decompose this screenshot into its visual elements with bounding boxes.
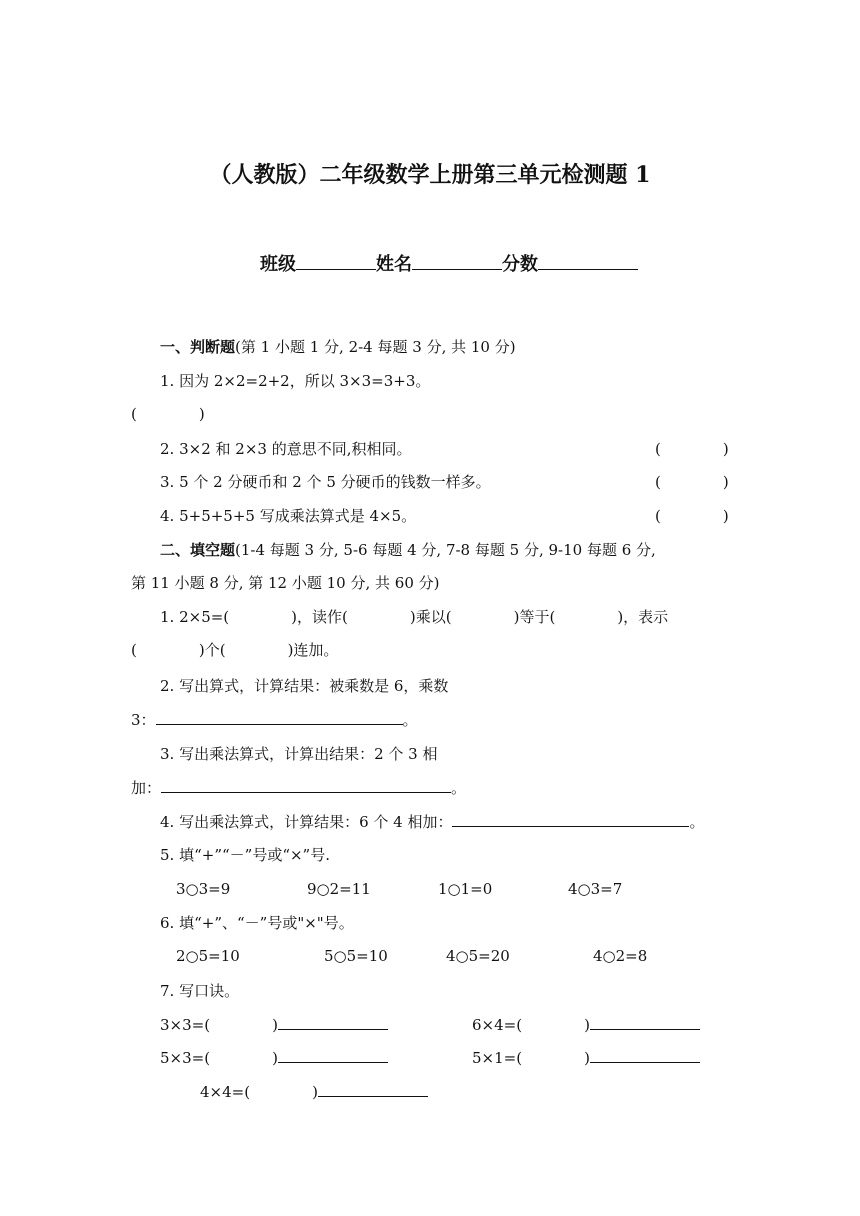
s2-q6-item[interactable]: 4○5=20 (446, 947, 510, 965)
s2-q4-answer-line[interactable] (452, 825, 689, 827)
s1-q3-answer[interactable] (655, 472, 729, 492)
s2-q4-prefix: 4. 写出乘法算式，计算结果：6 个 4 相加： (160, 813, 453, 831)
paren-close: ) (722, 507, 729, 525)
section1-heading: 一、判断题 (160, 338, 236, 356)
s2-q2-suffix: 。 (402, 711, 418, 729)
paren-close: ) (584, 1016, 590, 1034)
s2-q1-part-a: 1. 2×5=( (160, 608, 230, 626)
s2-q3-line1: 3. 写出乘法算式，计算出结果：2 个 3 相 (160, 745, 438, 763)
s2-q7-item (160, 1048, 388, 1068)
s2-q3-suffix: 。 (451, 779, 467, 797)
paren-open: ( (655, 507, 661, 525)
s2-q4-suffix: 。 (689, 813, 705, 831)
s2-q7-expr: 5×1=( (472, 1049, 523, 1067)
s1-q2-answer[interactable] (655, 439, 729, 459)
s2-q5-item[interactable]: 9○2=11 (307, 880, 371, 898)
s1-q3-text: 3. 5 个 2 分硬币和 2 个 5 分硬币的钱数一样多。 (160, 473, 491, 491)
section2-note-line1: (1-4 每题 3 分, 5-6 每题 4 分, 7-8 每题 5 分, 9-10 每题 6 分, (235, 541, 656, 559)
s2-q6-item[interactable]: 4○2=8 (593, 947, 648, 965)
s2-q7-rhyme-line[interactable] (278, 1028, 388, 1030)
section2-note-line2: 第 11 小题 8 分, 第 12 小题 10 分, 共 60 分) (131, 574, 440, 592)
section2-header (160, 540, 656, 560)
s1-q4-answer[interactable] (655, 506, 729, 526)
class-blank[interactable] (296, 268, 376, 270)
s2-q4-line (160, 812, 705, 832)
s2-q5-item[interactable]: 3○3=9 (176, 880, 231, 898)
s2-q5-item[interactable]: 1○1=0 (438, 880, 493, 898)
s2-q1-line2-part-b: )个( (198, 641, 226, 659)
paren-open: ( (655, 473, 661, 491)
s2-q7-item (200, 1082, 428, 1102)
section1-note: (第 1 小题 1 分, 2-4 每题 3 分, 共 10 分) (235, 338, 516, 356)
paren-close: ) (198, 405, 205, 423)
s2-q1-part-c: )乘以( (409, 608, 452, 626)
s2-q3-answer-line[interactable] (161, 791, 451, 793)
s2-q6-item[interactable]: 5○5=10 (324, 947, 388, 965)
s2-q7-item (472, 1015, 700, 1035)
paren-close: ) (272, 1049, 278, 1067)
name-label: 姓名 (376, 254, 412, 275)
s2-q2-line2 (131, 710, 418, 730)
s2-q7-rhyme-line[interactable] (278, 1061, 388, 1063)
section1-header (160, 337, 516, 357)
s2-q1-part-e: )，表示 (617, 608, 669, 626)
s1-q4-text: 4. 5+5+5+5 写成乘法算式是 4×5。 (160, 507, 417, 525)
s2-q7-expr: 3×3=( (160, 1016, 211, 1034)
s1-q2-text: 2. 3×2 和 2×3 的意思不同,积相同。 (160, 440, 412, 458)
s2-q5-text: 5. 填“+”“－”号或“×”号. (160, 846, 330, 864)
s2-q1-line2-part-c: )连加。 (287, 641, 339, 659)
paren-close: ) (584, 1049, 590, 1067)
s2-q1-line2 (131, 640, 338, 660)
s2-q6-text: 6. 填“+”、“－”号或"×"号。 (160, 914, 354, 932)
s2-q2-prefix: 3： (131, 711, 156, 729)
s2-q5-item[interactable]: 4○3=7 (568, 880, 623, 898)
s1-q1-text: 1. 因为 2×2=2+2，所以 3×3=3+3。 (160, 372, 431, 390)
s2-q3-prefix: 加： (131, 779, 162, 797)
s2-q7-item (472, 1048, 700, 1068)
s2-q1-line1 (160, 607, 668, 627)
s2-q6-item[interactable]: 2○5=10 (176, 947, 240, 965)
s2-q2-line1: 2. 写出算式，计算结果：被乘数是 6，乘数 (160, 677, 449, 695)
s2-q7-expr: 4×4=( (200, 1083, 251, 1101)
s2-q1-part-d: )等于( (513, 608, 556, 626)
s2-q7-expr: 6×4=( (472, 1016, 523, 1034)
class-label: 班级 (260, 254, 296, 275)
paren-open: ( (655, 440, 661, 458)
s2-q1-line2-part-a: ( (131, 641, 137, 659)
s2-q3-line2 (131, 778, 466, 798)
s2-q7-text: 7. 写口诀。 (160, 982, 240, 1000)
s2-q7-expr: 5×3=( (160, 1049, 211, 1067)
section2-heading: 二、填空题 (160, 541, 236, 559)
paren-close: ) (722, 473, 729, 491)
page-title: （人教版）二年级数学上册第三单元检测题 1 (209, 162, 651, 188)
student-info-line (260, 252, 638, 278)
s2-q7-rhyme-line[interactable] (590, 1061, 700, 1063)
paren-close: ) (312, 1083, 318, 1101)
score-label: 分数 (502, 254, 538, 275)
s2-q7-rhyme-line[interactable] (318, 1095, 428, 1097)
s1-q1-answer[interactable] (131, 404, 205, 424)
paren-open: ( (131, 405, 137, 423)
name-blank[interactable] (412, 268, 502, 270)
score-blank[interactable] (538, 268, 638, 270)
paren-close: ) (722, 440, 729, 458)
paren-close: ) (272, 1016, 278, 1034)
s2-q1-part-b: )，读作( (291, 608, 348, 626)
s2-q7-item (160, 1015, 388, 1035)
s2-q7-rhyme-line[interactable] (590, 1028, 700, 1030)
s2-q2-answer-line[interactable] (156, 723, 403, 725)
